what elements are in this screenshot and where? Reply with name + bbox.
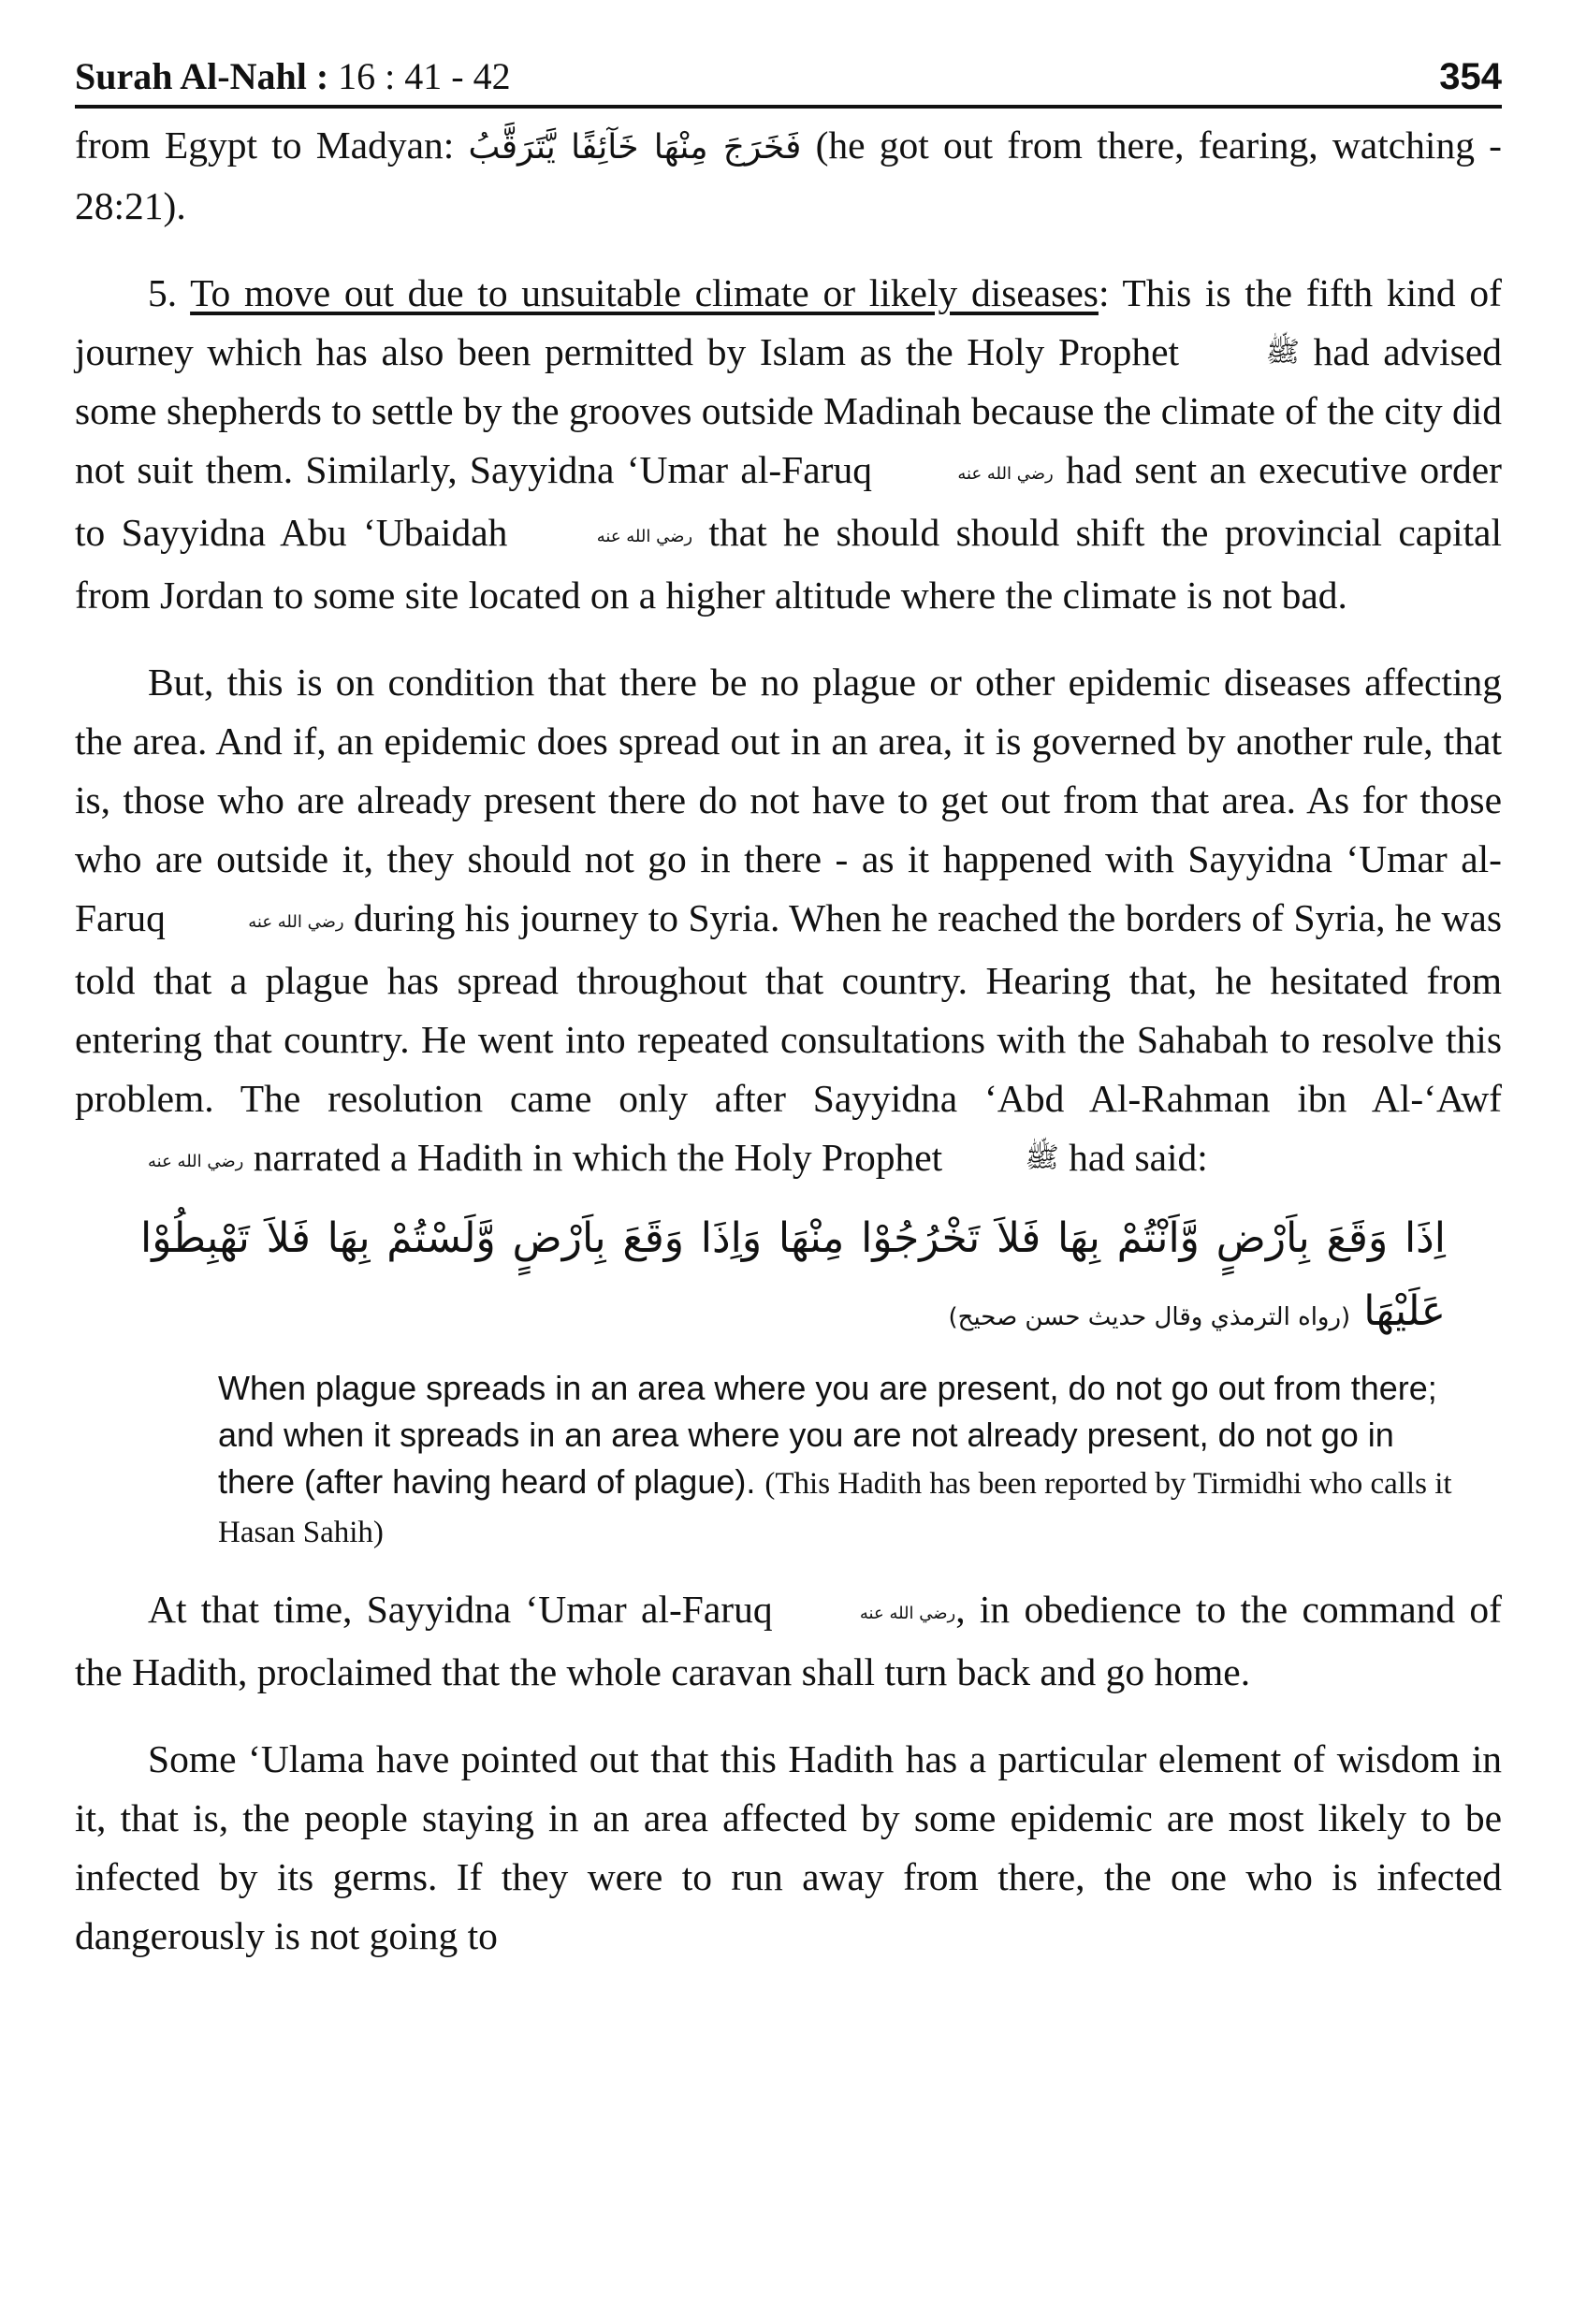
list-number: 5. — [148, 271, 191, 314]
text-run: : This is the fifth kind of journey which has also been permitted by Islam as the Holy Prophet — [75, 271, 1502, 373]
honorific-icon: رضي الله عنه — [148, 1152, 244, 1171]
text-run: that he should should shift the provincial capital from Jordan to some site located on a higher altitude where the climate is not bad. — [75, 511, 1502, 617]
page-number: 354 — [1439, 56, 1502, 97]
paragraph-point-5 — [75, 264, 1502, 625]
text-run: At that time, Sayyidna ‘Umar al-Faruq — [148, 1588, 787, 1631]
text-run: had sent an executive order to Sayyidna Abu ‘Ubaidah — [75, 448, 1502, 554]
hadith-translation — [75, 1365, 1502, 1556]
paragraph-caravan — [75, 1580, 1502, 1702]
text-run: But, this is on condition that there be no plague or other epidemic diseases affecting the area. And if, an epidemic does spread out in an area, it is governed by another rule, that is, those who are already present there do not have to get out from that area. As for those who are outside it, they should not go in there - as it happened with Sayyidna ‘Umar al-Faruq — [75, 661, 1502, 939]
text-run: had advised some shepherds to settle by the grooves outside Madinah because the climate of the city did not suit them. Similarly, Sayyidna ‘Umar al-Faruq — [75, 330, 1502, 491]
text-run: had said: — [1058, 1136, 1208, 1179]
text-run: narrated a Hadith in which the Holy Prophet — [243, 1136, 953, 1179]
text-run: during his journey to Syria. When he reached the borders of Syria, he was told that a plague has spread throughout that country. Hearing that, he hesitated from entering that country. He went into repeated consultations with the Sahabah to resolve this problem. The resolution came only after Sayyidna ‘Abd Al-Rahman ibn Al-‘Awf — [75, 896, 1502, 1120]
hadith-source-arabic: (رواه الترمذي وقال حديث حسن صحيح) — [948, 1303, 1351, 1331]
paragraph-condition — [75, 653, 1502, 1191]
honorific-icon: رضي الله عنه — [248, 912, 344, 932]
honorific-icon: رضي الله عنه — [859, 1604, 956, 1623]
arabic-quote-inline: فَخَرَجَ مِنْهَا خَآئِفًا يَّتَرَقَّبُ — [468, 128, 802, 167]
surah-name: Surah Al-Nahl : — [75, 55, 329, 97]
text-run: from Egypt to Madyan: — [75, 123, 469, 167]
verse-range: 16 : 41 - 42 — [338, 55, 511, 97]
text-run: , in obedience to the command of the Hadith, proclaimed that the whole caravan shall turn back and go home. — [75, 1588, 1502, 1693]
paragraph-wisdom — [75, 1730, 1502, 1966]
underlined-heading: To move out due to unsuitable climate or likely diseases — [190, 271, 1099, 314]
paragraph-continued — [75, 116, 1502, 236]
header-title — [75, 54, 511, 99]
text-run: Some ‘Ulama have pointed out that this Hadith has a particular element of wisdom in it, that is, the people staying in an area affected by some epidemic are most likely to be infected by its germs. If they were to run away from there, the one who is infected dangerously is not going to — [75, 1737, 1502, 1957]
translation-text: When plague spreads in an area where you are present, do not go out from there; and when it spreads in an area where you are not already present, do not go in there (after having heard of plague). — [218, 1369, 1437, 1501]
text-run: (he got out from there, fearing, watching - 28:21). — [75, 123, 1502, 227]
hadith-arabic-text — [75, 1191, 1502, 1354]
honorific-icon: رضي الله عنه — [957, 464, 1054, 484]
running-header — [75, 54, 1502, 109]
page — [75, 54, 1502, 1966]
hadith-reference: (This Hadith has been reported by Tirmidhi who calls it Hasan Sahih) — [218, 1467, 1452, 1549]
salutation-icon: ﷺ — [1265, 336, 1300, 369]
salutation-icon: ﷺ — [1025, 1141, 1059, 1174]
honorific-icon: رضي الله عنه — [596, 527, 693, 546]
hadith-arabic: اِذَا وَقَعَ بِاَرْضٍ وَّاَنْتُمْ بِهَا فَلاَ تَخْرُجُوْا مِنْهَا وَاِذَا وَقَعَ بِاَرْضٍ وَّلَسْتُمْ بِهَا فَلاَ تَهْبِطُوْا عَلَيْهَا — [140, 1214, 1446, 1335]
